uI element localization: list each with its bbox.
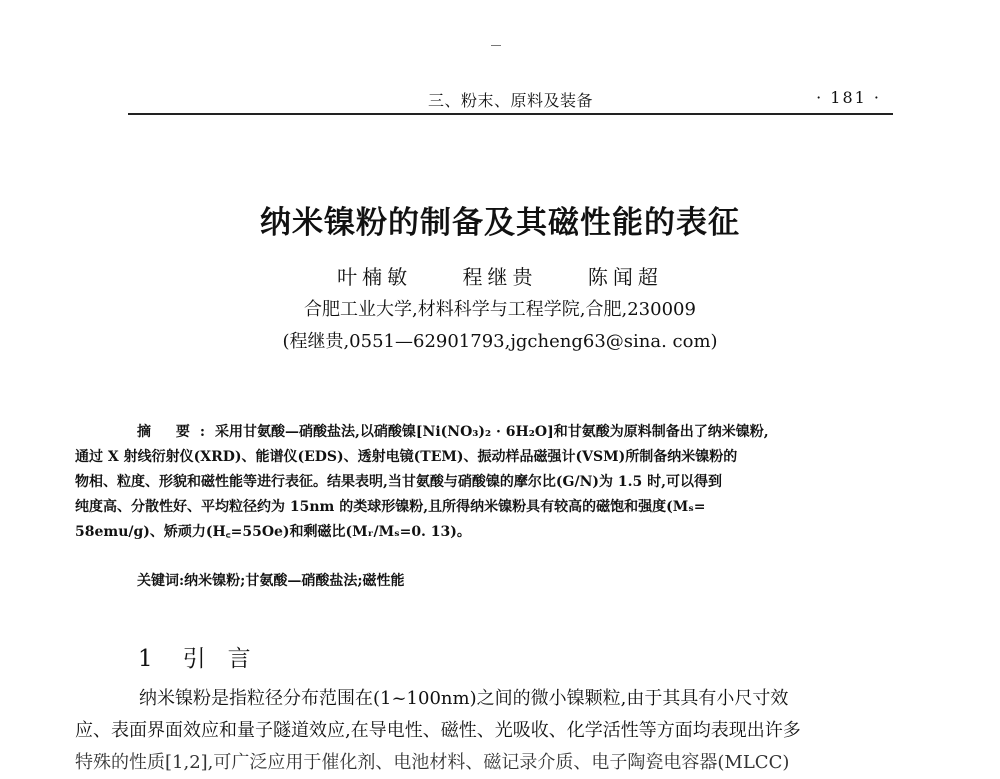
header-rule — [128, 113, 893, 115]
section-heading — [138, 640, 273, 673]
body-line: 应、表面界面效应和量子隧道效应,在导电性、磁性、光吸收、化学活性等方面均表现出许多 — [75, 720, 801, 741]
affiliation: 合肥工业大学,材料科学与工程学院,合肥,230009 — [304, 299, 696, 320]
keywords-label: 关键词: — [137, 573, 185, 589]
contact-info: (程继贵,0551—62901793,jgcheng63@sina. com) — [282, 331, 718, 352]
abstract — [75, 420, 915, 545]
abstract-label: 摘 要: — [137, 424, 216, 440]
section-number: 1 — [138, 646, 153, 672]
abstract-line: 纯度高、分散性好、平均粒径约为 15nm 的类球形镍粉,且所得纳米镍粉具有较高的磁饱和强度(Mₛ= — [75, 499, 706, 515]
abstract-text: 采用甘氨酸—硝酸盐法,以硝酸镍[Ni(NO₃)₂ · 6H₂O]和甘氨酸为原料制备出了纳米镍粉, — [215, 424, 769, 440]
body-line: 特殊的性质[1,2],可广泛应用于催化剂、电池材料、磁记录介质、电子陶瓷电容器(MLCC) — [75, 752, 790, 773]
abstract-line — [75, 420, 915, 445]
paper-title: 纳米镍粉的制备及其磁性能的表征 — [260, 205, 740, 241]
body-text — [75, 683, 935, 779]
running-header — [128, 84, 893, 116]
author-name: 叶楠敏 — [337, 265, 413, 289]
page-number: · 181 · — [816, 88, 881, 107]
header-section-title: 三、粉末、原料及装备 — [428, 91, 594, 110]
body-line: 纳米镍粉是指粒径分布范围在(1~100nm)之间的微小镍颗粒,由于其具有小尺寸效 — [139, 688, 789, 709]
abstract-line: 物相、粒度、形貌和磁性能等进行表征。结果表明,当甘氨酸与硝酸镍的摩尔比(G/N)为 1.5 时,可以得到 — [75, 474, 722, 490]
keywords — [137, 570, 405, 590]
author-name: 陈闻超 — [587, 265, 663, 289]
keywords-text: 纳米镍粉;甘氨酸—硝酸盐法;磁性能 — [184, 573, 405, 589]
section-title: 引言 — [182, 646, 273, 672]
author-list — [0, 261, 1000, 290]
abstract-line: 通过 X 射线衍射仪(XRD)、能谱仪(EDS)、透射电镜(TEM)、振动样品磁强计(VSM)所制备纳米镍粉的 — [75, 449, 738, 465]
abstract-line: 58emu/g)、矫顽力(H꜀=55Oe)和剩磁比(Mᵣ/Mₛ=0. 13)。 — [75, 524, 471, 540]
author-name: 程继贵 — [462, 265, 538, 289]
scan-artifact-dash — [491, 45, 501, 46]
